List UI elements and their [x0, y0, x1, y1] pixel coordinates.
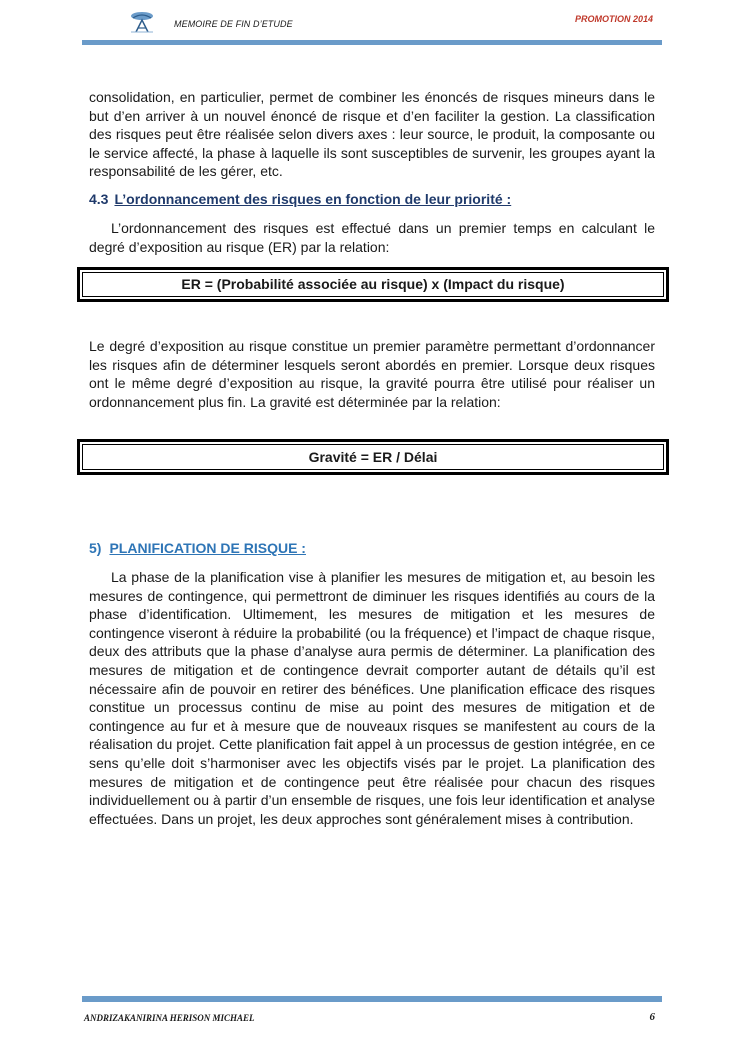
paragraph-text: La phase de la planification vise à planifier les mesures de mitigation et, au besoin les mesures de contingence, qui permettront de diminuer les risques identifiés au cours de la phase d’identification. Ultimement, les mesures de mitigation et les mesures de contingence viseront à réduire la probabilité (ou la fréquence) et l’impact de chaque risque, deux des attributs que la phase d’analyse aura permis de déterminer. La planification des mesures de mitigation et de contingence devrait comporter autant de détails qu’il est nécessaire afin de pouvoir en retirer des bénéfices. Une planification efficace des risques constitue un processus continu de mise au point des mesures de mitigation et de contingence au fur et à mesure que de nouveaux risques se manifestent au cours de la réalisation du projet. Cette planification fait appel à un processus de gestion intégrée, en ce sens qu’elle doit s’harmoniser avec les objectifs visés par le projet. La planification des mesures de mitigation et de contingence peut être réalisée pour chacun des risques individuellement ou à partir d’un ensemble de risques, une fois leur identification et analyse effectuées. Dans un projet, les deux approches sont généralement mises à contribution. [89, 569, 655, 827]
paragraph-consolidation [89, 88, 655, 181]
paragraph-planification [89, 568, 655, 828]
footer-author: ANDRIZAKANIRINA HERISON MICHAEL [84, 1013, 255, 1023]
paragraph-text: L’ordonnancement des risques est effectué dans un premier temps en calculant le degré d’exposition au risque (ER) par la relation: [89, 220, 655, 255]
school-logo-icon [127, 10, 157, 34]
section-number: 5) [89, 540, 102, 556]
section-number: 4.3 [89, 191, 109, 207]
formula-box-gravite [77, 439, 669, 475]
paragraph-text: Le degré d’exposition au risque constitue un premier paramètre permettant d’ordonnancer les risques afin de déterminer lesquels seront abordés en premier. Lorsque deux risques ont le même degré d’exposition au risque, la gravité pourra être utilisé pour réaliser un ordonnancement plus fin. La gravité est déterminée par la relation: [89, 338, 655, 410]
section-title: L’ordonnancement des risques en fonction de leur priorité : [114, 191, 512, 207]
section-heading-5 [89, 540, 306, 556]
section-heading-4-3 [89, 191, 511, 207]
formula-gravite: Gravité = ER / Délai [82, 444, 664, 470]
header-promotion: PROMOTION 2014 [574, 14, 653, 24]
section-title: PLANIFICATION DE RISQUE : [109, 540, 306, 556]
page-number: 6 [649, 1011, 655, 1023]
formula-er: ER = (Probabilité associée au risque) x (Impact du risque) [82, 272, 664, 297]
formula-box-er [77, 267, 669, 302]
paragraph-degre-exposition [89, 337, 655, 411]
paragraph-text: consolidation, en particulier, permet de combiner les énoncés de risques mineurs dans le but d’en arriver à un nouvel énoncé de risque et d’en faciliter la gestion. La classification des risques peut être réalisée selon divers axes : leur source, le produit, la composante ou le service affecté, la phase à laquelle ils sont susceptibles de survenir, les groupes ayant la responsabilité de les gérer, etc. [89, 89, 655, 180]
paragraph-ordonnancement [89, 219, 655, 256]
header-title: MEMOIRE DE FIN D’ETUDE [174, 19, 293, 29]
header-rule [82, 40, 662, 45]
footer-rule [82, 996, 662, 1002]
